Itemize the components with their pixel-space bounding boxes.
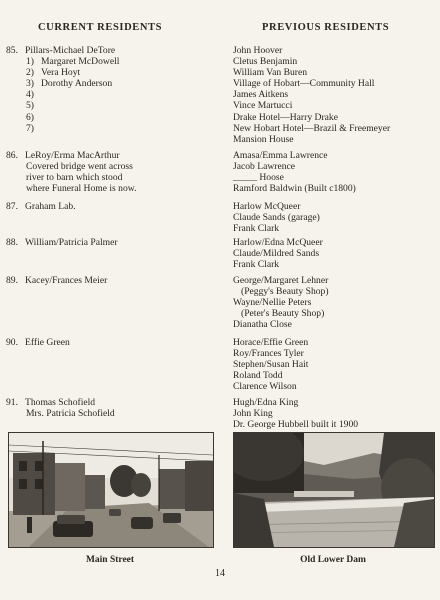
previous-resident: Claude/Mildred Sands <box>233 248 320 260</box>
previous-resident: Jacob Lawrence <box>233 161 296 173</box>
entry-note: Mrs. Patricia Schofield <box>26 408 115 420</box>
current-resident-entry <box>6 201 228 212</box>
previous-resident: Cletus Benjamin <box>233 56 298 68</box>
entry-line <box>6 275 228 286</box>
entry-line <box>6 150 228 161</box>
apartment-number: 1) <box>26 56 34 68</box>
entry-note: where Funeral Home is now. <box>26 183 137 195</box>
resident-name: Kacey/Frances Meier <box>25 275 108 286</box>
previous-resident: Roland Todd <box>233 370 283 382</box>
previous-resident: Claude Sands (garage) <box>233 212 320 224</box>
previous-resident: Village of Hobart—Community Hall <box>233 78 375 90</box>
apartment-number: 3) <box>26 78 34 90</box>
resident-name: LeRoy/Erma MacArthur <box>25 150 120 161</box>
resident-name: Thomas Schofield <box>25 397 96 408</box>
previous-resident: New Hobart Hotel—Brazil & Freemeyer <box>233 122 391 134</box>
previous-residents-entry <box>233 397 438 430</box>
previous-resident: James Aitkens <box>233 89 289 101</box>
resident-name: Effie Green <box>25 337 70 348</box>
previous-resident: Frank Clark <box>233 223 280 235</box>
apartment-number: 6) <box>26 111 34 123</box>
apartment-number: 2) <box>26 67 34 79</box>
previous-resident: Dr. George Hubbell built it 1900 <box>233 419 359 431</box>
previous-resident: Roy/Frances Tyler <box>233 348 304 360</box>
previous-residents-entry <box>233 275 438 330</box>
previous-resident: Mansion House <box>233 133 294 145</box>
entry-number: 91. <box>6 397 18 408</box>
previous-resident: (Peter's Beauty Shop) <box>241 308 325 320</box>
previous-residents-heading: PREVIOUS RESIDENTS <box>262 22 390 33</box>
page-number: 14 <box>215 568 225 579</box>
entry-line <box>6 45 228 56</box>
entry-number: 85. <box>6 45 18 56</box>
previous-resident: Clarence Wilson <box>233 381 297 393</box>
entry-number: 90. <box>6 337 18 348</box>
entry-number: 88. <box>6 237 18 248</box>
previous-resident: Harlow/Edna McQueer <box>233 237 323 248</box>
previous-resident: William Van Buren <box>233 67 308 79</box>
current-resident-entry <box>6 237 228 248</box>
current-resident-entry <box>6 275 228 286</box>
previous-resident: Wayne/Nellie Peters <box>233 297 312 309</box>
current-residents-heading: CURRENT RESIDENTS <box>38 22 163 33</box>
entry-number: 87. <box>6 201 18 212</box>
previous-resident: Harlow McQueer <box>233 201 301 212</box>
current-resident-entry <box>6 397 228 419</box>
main-street-photo <box>8 432 214 548</box>
previous-resident: Drake Hotel—Harry Drake <box>233 111 338 123</box>
previous-resident: Amasa/Emma Lawrence <box>233 150 328 161</box>
resident-name: Graham Lab. <box>25 201 76 212</box>
previous-resident: Frank Clark <box>233 259 280 271</box>
apartment-number: 7) <box>26 122 34 134</box>
resident-name: William/Patricia Palmer <box>25 237 118 248</box>
apartment-resident: Vera Hoyt <box>41 67 81 79</box>
old-lower-dam-photo <box>233 432 435 548</box>
apartment-line <box>6 56 228 67</box>
previous-resident: George/Margaret Lehner <box>233 275 329 286</box>
previous-resident: Hugh/Edna King <box>233 397 299 408</box>
apartment-line <box>6 100 228 111</box>
main-street-caption: Main Street <box>85 555 135 565</box>
resident-name: Pillars-Michael DeTore <box>25 45 116 56</box>
previous-resident: _____ Hoose <box>233 172 284 184</box>
entry-number: 86. <box>6 150 18 161</box>
entry-number: 89. <box>6 275 18 286</box>
previous-residents-entry <box>233 150 438 194</box>
entry-note: Covered bridge went across <box>26 161 133 173</box>
current-resident-entry <box>6 337 228 348</box>
previous-resident: Stephen/Susan Hait <box>233 359 309 371</box>
previous-resident: Dianatha Close <box>233 319 292 331</box>
current-resident-entry <box>6 45 228 134</box>
previous-resident: (Peggy's Beauty Shop) <box>241 286 329 298</box>
apartment-line <box>6 123 228 134</box>
old-lower-dam-caption: Old Lower Dam <box>300 555 366 565</box>
apartment-resident: Dorothy Anderson <box>41 78 113 90</box>
apartment-line <box>6 112 228 123</box>
entry-line <box>6 397 228 408</box>
entry-note: river to barn which stood <box>26 172 123 184</box>
previous-residents-entry <box>233 237 438 270</box>
previous-residents-entry <box>233 201 438 234</box>
apartment-line <box>6 67 228 78</box>
apartment-line <box>6 89 228 100</box>
previous-resident: Ramford Baldwin (Built c1800) <box>233 183 356 195</box>
previous-residents-entry <box>233 337 438 392</box>
entry-line <box>6 337 228 348</box>
apartment-resident: Margaret McDowell <box>41 56 120 68</box>
entry-line <box>6 201 228 212</box>
apartment-number: 4) <box>26 89 34 101</box>
previous-resident: Horace/Effie Green <box>233 337 309 348</box>
current-resident-entry <box>6 150 228 194</box>
previous-residents-entry <box>233 45 438 145</box>
apartment-number: 5) <box>26 100 34 112</box>
apartment-line <box>6 78 228 89</box>
previous-resident: Vince Martucci <box>233 100 293 112</box>
previous-resident: John King <box>233 408 273 420</box>
previous-resident: John Hoover <box>233 45 283 56</box>
entry-line <box>6 237 228 248</box>
